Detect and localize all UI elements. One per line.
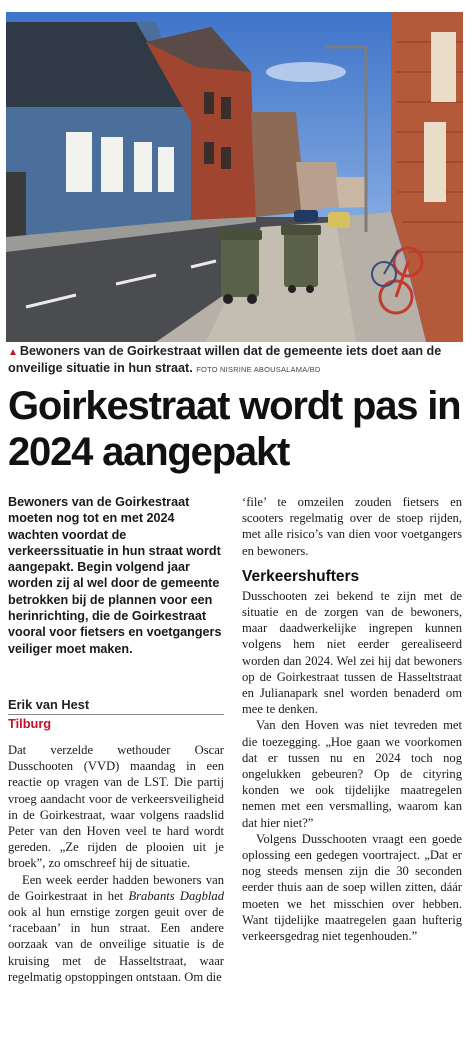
street-photo-illustration — [6, 12, 463, 342]
body-paragraph: Van den Hoven was niet tevreden met die toezegging. „Hoe gaan we voorkomen dat er tussen nu en 2024 toch nog ongelukken gebeuren? Op de cityring konden we ook tijdelijke maatregelen nemen met een versmalling, waarom kan dat hier niet?” — [242, 718, 462, 830]
body-text: Een week eerder hadden bewoners van de Goirkestraat in het — [8, 872, 224, 903]
body-paragraph: Dat verzelde wethouder Oscar Dusschooten (VVD) maandag in een reactie op vragen van de LST. Die partij vroeg aandacht voor de verkeersveiligheid in de Goirkestraat, waar volgens raadslid Peter van den Hoven veel te hard wordt gereden. „Ze rijden de plooien uit je broek”, zo omschreef hij de situatie. — [8, 743, 224, 871]
article-headline: Goirkestraat wordt pas in 2024 aangepakt — [8, 384, 461, 474]
author-byline: Erik van Hest — [8, 697, 224, 715]
body-paragraph — [8, 872, 224, 985]
photo-caption — [8, 344, 463, 377]
photo-credit: FOTO NISRINE ABOUSALAMA/BD — [196, 364, 321, 374]
body-paragraph: ‘file’ te omzeilen zouden fietsers en scooters regelmatig over de stoep rijden, met alle risico’s van dien voor voetgangers en bewoners. — [242, 495, 462, 558]
body-paragraph: Dusschooten zei bekend te zijn met de situatie en de zorgen van de bewoners, maar daadwerkelijke ingrepen kunnen volgens hem niet eerder gerealiseerd worden dan 2024. Wel zei hij dat bewoners op de Goirkestraat tussen de Hasseltstraat en Julianapark snel worden benaderd om mee te denken. — [242, 588, 462, 717]
newspaper-name: Brabants Dagblad — [128, 888, 224, 903]
caption-text: Bewoners van de Goirkestraat willen dat de gemeente iets doet aan de onveilige situatie in hun straat. — [8, 344, 442, 375]
body-paragraph: Volgens Dusschooten vraagt een goede oplossing een gedegen voortraject. „Dat er nog steeds mensen zijn die 30 seconden eerder thuis aan de soep willen zitten, dáár moeten we het misschien over hebben. Want tijdelijke maatregelen gaan hufterig verkeersgedrag niet tegenhouden.” — [242, 831, 462, 944]
body-text: ook al hun ernstige zorgen geuit over de ‘racebaan’ in hun straat. Een andere oorzaak van de onveilige situatie is de kruising met de Hasseltstraat, waar regelmatig opstoppingen ontstaan. Om die — [8, 905, 224, 984]
article-intro: Bewoners van de Goirkestraat moeten nog tot en met 2024 wachten voordat de verkeerssituatie in hun straat wordt aangepakt. Begin volgend jaar worden zij al wel door de gemeente betrokken bij de plannen voor een herinrichting, die de Goirkestraat vooral voor fietsers en voetgangers veiliger moet maken. — [8, 495, 222, 656]
body-column-right — [242, 494, 462, 944]
section-subhead: Verkeershufters — [242, 567, 360, 585]
body-column-left — [8, 742, 224, 985]
street-photo — [6, 12, 463, 342]
dateline-location: Tilburg — [8, 716, 52, 731]
caption-triangle-icon: ▲ — [8, 347, 18, 358]
